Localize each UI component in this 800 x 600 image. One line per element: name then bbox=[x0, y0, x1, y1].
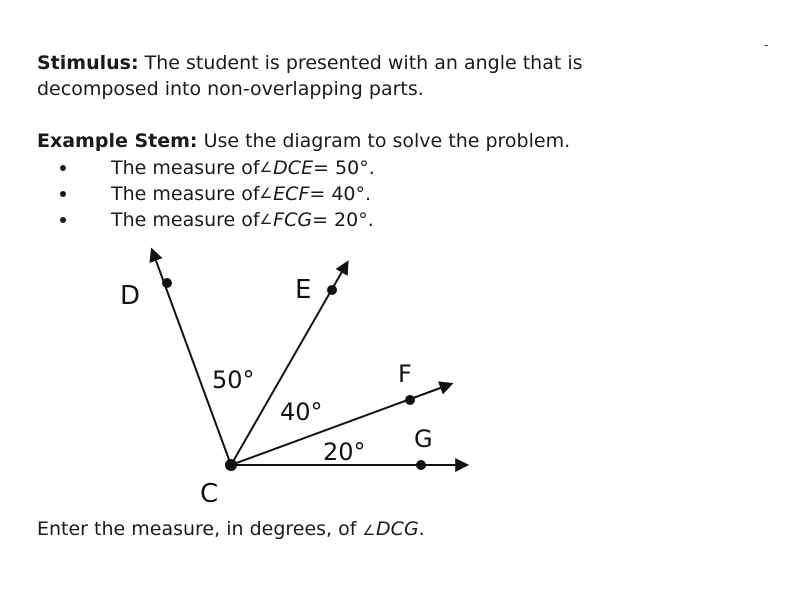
measure-value: = 40°. bbox=[309, 183, 372, 205]
measure-prefix: The measure of bbox=[111, 209, 260, 231]
example-stem-label: Example Stem: bbox=[37, 130, 198, 152]
question-prefix: Enter the measure, in degrees, of bbox=[37, 518, 363, 540]
stimulus-text-line1: The student is presented with an angle that is bbox=[138, 52, 583, 74]
point-c bbox=[225, 459, 237, 471]
measure-prefix: The measure of bbox=[111, 183, 260, 205]
measure-value: = 50°. bbox=[313, 157, 375, 179]
angle-name: FCG bbox=[273, 209, 313, 231]
question-angle-name: DCG bbox=[376, 518, 419, 540]
stimulus-text-line2: decomposed into non-overlapping parts. bbox=[37, 78, 424, 100]
measure-value: = 20°. bbox=[312, 209, 374, 231]
angle-label-ecf: 40° bbox=[280, 398, 323, 426]
point-g bbox=[416, 460, 426, 470]
angle-name: DCE bbox=[273, 157, 314, 179]
label-d: D bbox=[120, 281, 141, 311]
question-suffix: . bbox=[418, 518, 425, 540]
angle-symbol-icon: ∠ bbox=[259, 212, 273, 228]
example-stem-text: Use the diagram to solve the problem. bbox=[197, 130, 571, 152]
stray-mark: - bbox=[764, 38, 769, 52]
point-f bbox=[405, 395, 415, 405]
angle-label-fcg: 20° bbox=[323, 438, 366, 466]
label-f: F bbox=[398, 360, 412, 388]
label-g: G bbox=[414, 425, 433, 453]
stimulus-label: Stimulus: bbox=[37, 52, 139, 74]
measure-prefix: The measure of bbox=[111, 157, 260, 179]
angle-symbol-icon: ∠ bbox=[362, 523, 376, 539]
ray-cd bbox=[155, 258, 231, 465]
question-text bbox=[37, 516, 425, 544]
point-e bbox=[327, 285, 337, 295]
label-e: E bbox=[295, 275, 312, 305]
label-c: C bbox=[200, 479, 219, 509]
angle-label-dce: 50° bbox=[212, 366, 255, 394]
angle-symbol-icon: ∠ bbox=[259, 160, 273, 176]
point-d bbox=[162, 278, 172, 288]
angle-symbol-icon: ∠ bbox=[259, 186, 273, 202]
angle-name: ECF bbox=[273, 183, 310, 205]
